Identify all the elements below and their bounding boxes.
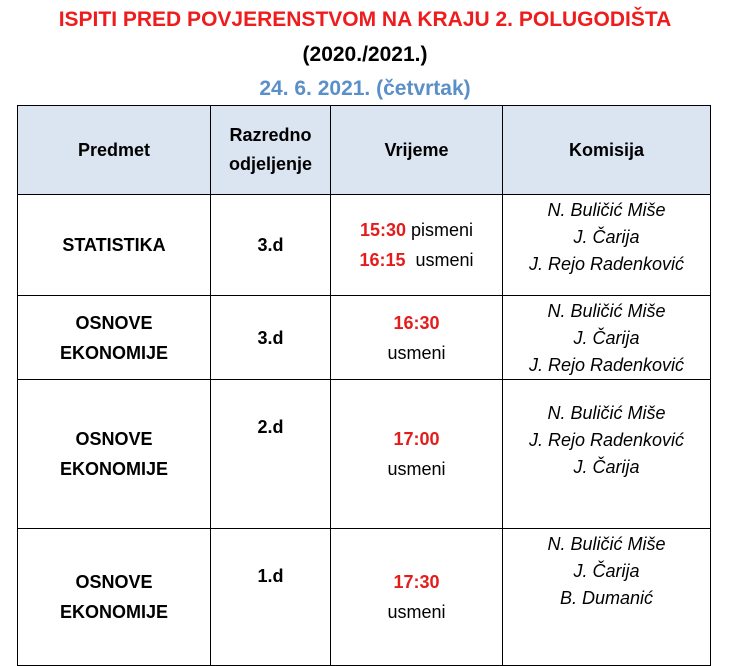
subject-cell <box>18 296 211 380</box>
committee-cell <box>503 380 711 529</box>
table-row <box>18 380 711 529</box>
time-value: 16:30 <box>393 312 440 333</box>
subject-line: EKONOMIJE <box>59 459 169 479</box>
committee-member: J. Rejo Radenković <box>528 355 685 375</box>
time-value: 17:30 <box>393 572 440 592</box>
committee-member: B. Dumanić <box>559 588 654 608</box>
subject-line: STATISTIKA <box>62 235 166 255</box>
exam-type: usmeni <box>415 250 474 270</box>
subject-line: EKONOMIJE <box>59 602 169 622</box>
committee-member: N. Buličić Miše <box>547 403 666 423</box>
column-header-class <box>211 106 331 195</box>
class-cell: 2.d <box>211 380 331 529</box>
exam-date: 24. 6. 2021. (četvrtak) <box>259 77 471 100</box>
school-year: (2020./2021.) <box>302 43 428 66</box>
column-header-class-line1: Razredno <box>229 125 312 145</box>
exam-type: pismeni <box>411 220 474 240</box>
committee-cell <box>503 195 711 296</box>
table-header-row <box>18 106 711 195</box>
committee-member: J. Čarija <box>573 227 640 247</box>
time-cell <box>331 380 503 529</box>
committee-member: N. Buličić Miše <box>547 301 666 321</box>
subject-cell <box>18 195 211 296</box>
table-row <box>18 195 711 296</box>
exam-type: usmeni <box>387 602 446 622</box>
table-row <box>18 296 711 380</box>
time-value: 16:15 <box>359 250 406 270</box>
time-cell <box>331 296 503 380</box>
subject-line: OSNOVE <box>75 572 153 592</box>
committee-member: J. Rejo Radenković <box>528 254 685 274</box>
subject-line: EKONOMIJE <box>59 342 169 363</box>
committee-member: N. Buličić Miše <box>547 534 666 554</box>
column-header-class-line2: odjeljenje <box>228 154 313 174</box>
committee-member: J. Čarija <box>573 457 640 477</box>
class-cell: 3.d <box>211 195 331 296</box>
committee-member: J. Čarija <box>573 328 640 348</box>
subject-line: OSNOVE <box>75 429 153 449</box>
time-cell <box>331 195 503 296</box>
exam-type: usmeni <box>387 342 446 363</box>
committee-member: N. Buličić Miše <box>547 200 666 220</box>
column-header-time: Vrijeme <box>331 106 503 195</box>
page-title: ISPITI PRED POVJERENSTVOM NA KRAJU 2. POLUGODIŠTA <box>58 8 672 31</box>
time-value: 15:30 <box>359 220 406 240</box>
class-cell: 1.d <box>211 529 331 666</box>
committee-cell <box>503 529 711 666</box>
subject-cell <box>18 529 211 666</box>
time-cell <box>331 529 503 666</box>
subject-line: OSNOVE <box>75 312 153 333</box>
column-header-committee: Komisija <box>503 106 711 195</box>
time-line <box>331 215 502 245</box>
committee-cell <box>503 296 711 380</box>
column-header-subject: Predmet <box>18 106 211 195</box>
committee-member: J. Čarija <box>573 561 640 581</box>
exam-type: usmeni <box>387 459 446 479</box>
subject-cell <box>18 380 211 529</box>
time-line <box>331 245 502 275</box>
committee-member: J. Rejo Radenković <box>528 430 685 450</box>
exam-schedule-table <box>17 105 711 666</box>
time-value: 17:00 <box>393 429 440 449</box>
table-row <box>18 529 711 666</box>
class-cell: 3.d <box>211 296 331 380</box>
